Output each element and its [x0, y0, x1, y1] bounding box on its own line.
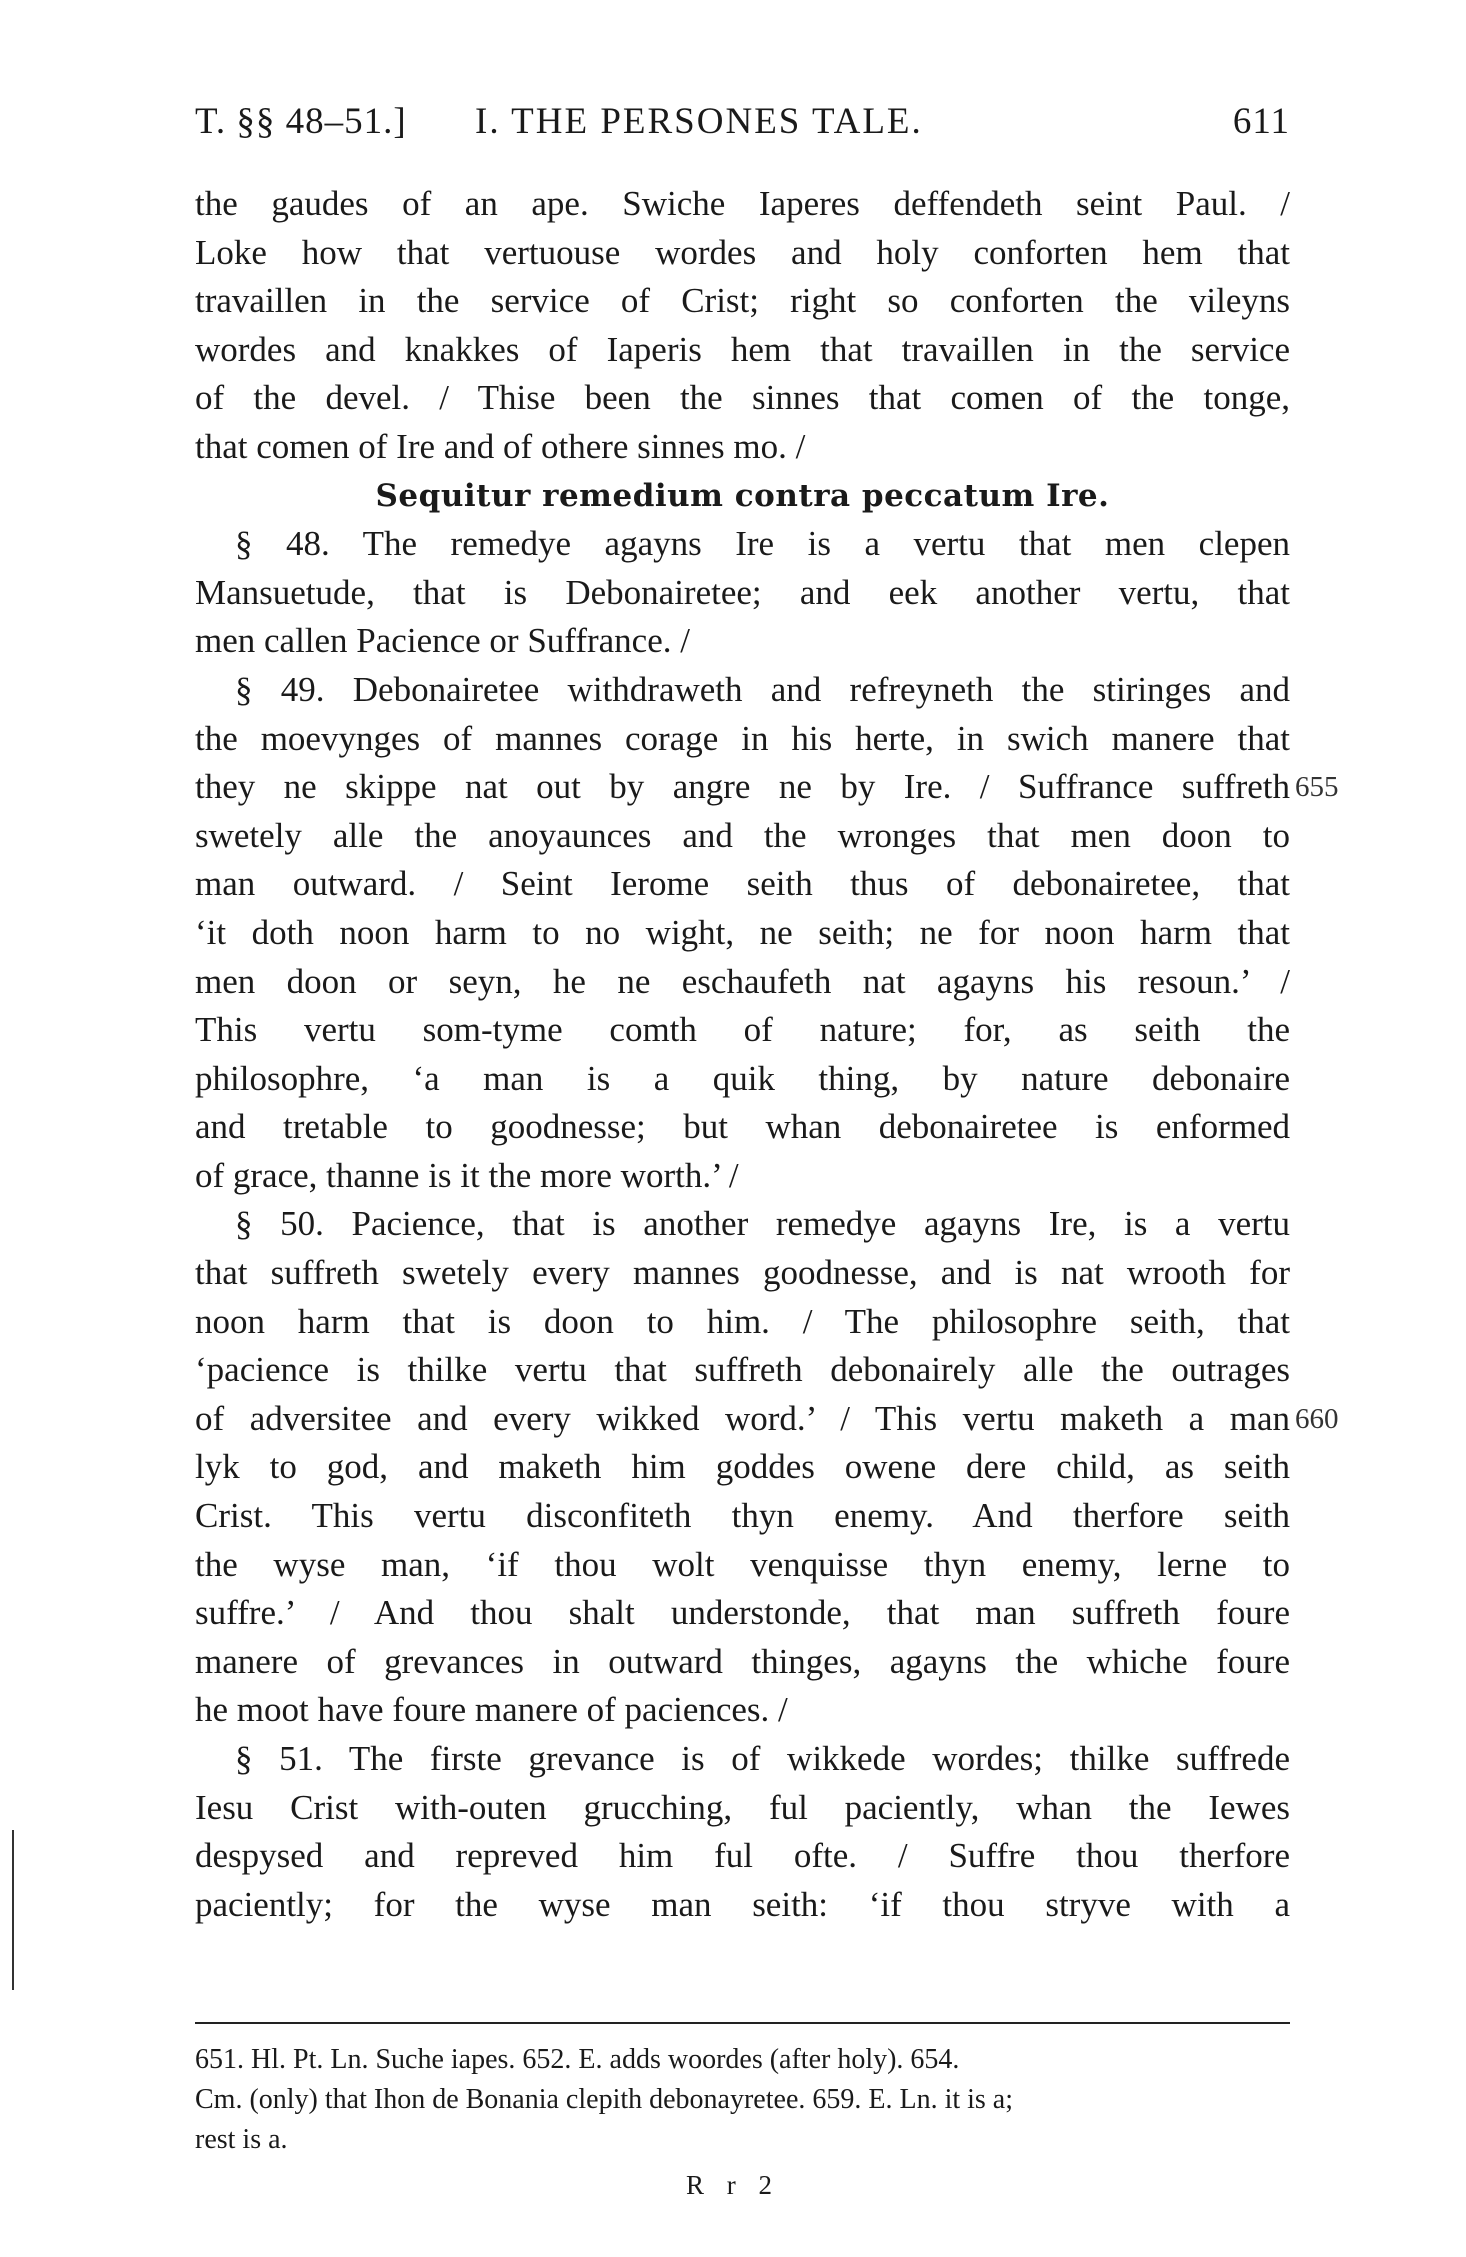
printer-signature: R r 2 — [686, 2170, 780, 2200]
text-line — [195, 1735, 1290, 1784]
margin-mark — [12, 1830, 14, 1990]
line-text: men doon or seyn, he ne eschaufeth nat agayns his resoun.’ / — [195, 961, 1290, 1001]
running-header — [195, 100, 1290, 160]
text-line — [195, 1249, 1290, 1298]
text-line — [195, 1346, 1290, 1395]
line-text: § 51. The firste grevance is of wikkede wordes; thilke suffrede — [235, 1739, 1290, 1778]
footnote-line: Cm. (only) that Ihon de Bonania clepith debonayretee. 659. E. Ln. it is a; — [195, 2084, 1014, 2115]
text-line — [195, 1298, 1290, 1347]
text-line — [195, 1638, 1290, 1687]
text-line — [195, 423, 1290, 472]
line-text: § 49. Debonairetee withdraweth and refreyneth the stiringes and — [235, 669, 1290, 709]
line-text: swetely alle the anoyaunces and the wronges that men doon to — [195, 815, 1290, 855]
section-heading — [195, 472, 1290, 521]
line-text: and tretable to goodnesse; but whan debonairetee is enformed — [195, 1107, 1290, 1147]
line-text: suffre.’ / And thou shalt understonde, that man suffreth foure — [195, 1593, 1290, 1633]
text-line — [195, 763, 1339, 812]
line-text: Loke how that vertuouse wordes and holy conforten hem that — [195, 232, 1290, 272]
text-line — [195, 1443, 1290, 1492]
text-line — [195, 1686, 1290, 1735]
page-number: 611 — [1232, 101, 1290, 142]
line-text: Mansuetude, that is Debonairetee; and eek another vertu, that — [195, 572, 1290, 612]
text-line — [195, 520, 1290, 569]
text-line — [195, 1832, 1290, 1881]
text-line — [195, 909, 1290, 958]
text-line — [195, 666, 1290, 715]
running-title: I. THE PERSONES TALE. — [475, 101, 923, 142]
line-text: the wyse man, ‘if thou wolt venquisse thyn enemy, lerne to — [195, 1544, 1290, 1584]
text-line — [195, 180, 1290, 229]
footnote-line: rest is a. — [195, 2124, 288, 2155]
line-text: travaillen in the service of Crist; right so conforten the vileyns — [195, 281, 1290, 321]
line-text: This vertu som-tyme comth of nature; for, as seith the — [195, 1010, 1290, 1050]
line-text: of adversitee and every wikked word.’ / This vertu maketh a man — [195, 1398, 1290, 1438]
text-line — [195, 1492, 1290, 1541]
text-line — [195, 229, 1290, 278]
line-text: despysed and repreved him ful ofte. / Suffre thou therfore — [195, 1836, 1290, 1876]
line-text: Crist. This vertu disconfiteth thyn enemy. And therfore seith — [195, 1496, 1290, 1536]
line-text: of grace, thanne is it the more worth.’ / — [195, 1155, 739, 1195]
line-text: manere of grevances in outward thinges, agayns the whiche foure — [195, 1641, 1290, 1681]
line-text: the moevynges of mannes corage in his herte, in swich manere that — [195, 718, 1290, 758]
line-number: 660 — [1295, 1402, 1339, 1435]
line-text: § 48. The remedye agayns Ire is a vertu that men clepen — [235, 524, 1290, 564]
text-line — [195, 1881, 1290, 1930]
line-text: lyk to god, and maketh him goddes owene dere child, as seith — [195, 1447, 1290, 1487]
text-line — [195, 1784, 1290, 1833]
line-text: philosophre, ‘a man is a quik thing, by nature debonaire — [195, 1058, 1290, 1098]
line-text: Sequitur remedium contra peccatum Ire. — [375, 477, 1110, 514]
line-text: that comen of Ire and of othere sinnes mo. / — [195, 426, 806, 466]
line-text: man outward. / Seint Ierome seith thus of debonairetee, that — [195, 864, 1290, 904]
text-line — [195, 1055, 1290, 1104]
section-reference: T. §§ 48–51.] — [195, 101, 407, 142]
text-line — [195, 1103, 1290, 1152]
line-text: ‘pacience is thilke vertu that suffreth debonairely alle the outrages — [195, 1350, 1290, 1390]
line-text: that suffreth swetely every mannes goodnesse, and is nat wrooth for — [195, 1253, 1290, 1293]
text-line — [195, 1541, 1290, 1590]
footnote-line: 651. Hl. Pt. Ln. Suche iapes. 652. E. adds woordes (after holy). 654. — [195, 2044, 960, 2075]
line-text: paciently; for the wyse man seith: ‘if thou stryve with a — [195, 1884, 1290, 1924]
footnotes — [195, 2040, 1290, 2160]
line-text: men callen Pacience or Suffrance. / — [195, 621, 690, 661]
text-line — [195, 958, 1290, 1007]
text-line — [195, 1152, 1290, 1201]
line-text: noon harm that is doon to him. / The philosophre seith, that — [195, 1301, 1290, 1341]
line-text: he moot have foure manere of paciences. / — [195, 1690, 788, 1730]
text-line — [195, 1006, 1290, 1055]
text-line — [195, 326, 1290, 375]
text-line — [195, 1200, 1290, 1249]
text-line — [195, 277, 1290, 326]
text-line — [195, 1589, 1290, 1638]
line-number: 655 — [1295, 771, 1339, 804]
footnote-divider — [195, 2022, 1290, 2024]
line-text: the gaudes of an ape. Swiche Iaperes deffendeth seint Paul. / — [195, 184, 1290, 223]
line-text: Iesu Crist with-outen grucching, ful paciently, whan the Iewes — [195, 1787, 1290, 1827]
text-line — [195, 374, 1290, 423]
line-text: they ne skippe nat out by angre ne by Ire. / Suffrance suffreth — [195, 767, 1290, 807]
text-line — [195, 569, 1290, 618]
line-text: of the devel. / Thise been the sinnes that comen of the tonge, — [195, 378, 1290, 418]
text-line — [195, 812, 1290, 861]
body-text — [195, 180, 1339, 1929]
text-line — [195, 617, 1290, 666]
line-text: wordes and knakkes of Iaperis hem that travaillen in the service — [195, 329, 1290, 369]
text-line — [195, 1395, 1339, 1444]
text-line — [195, 860, 1290, 909]
line-text: ‘it doth noon harm to no wight, ne seith; ne for noon harm that — [195, 912, 1290, 952]
line-text: § 50. Pacience, that is another remedye agayns Ire, is a vertu — [235, 1204, 1290, 1244]
text-line — [195, 715, 1290, 764]
